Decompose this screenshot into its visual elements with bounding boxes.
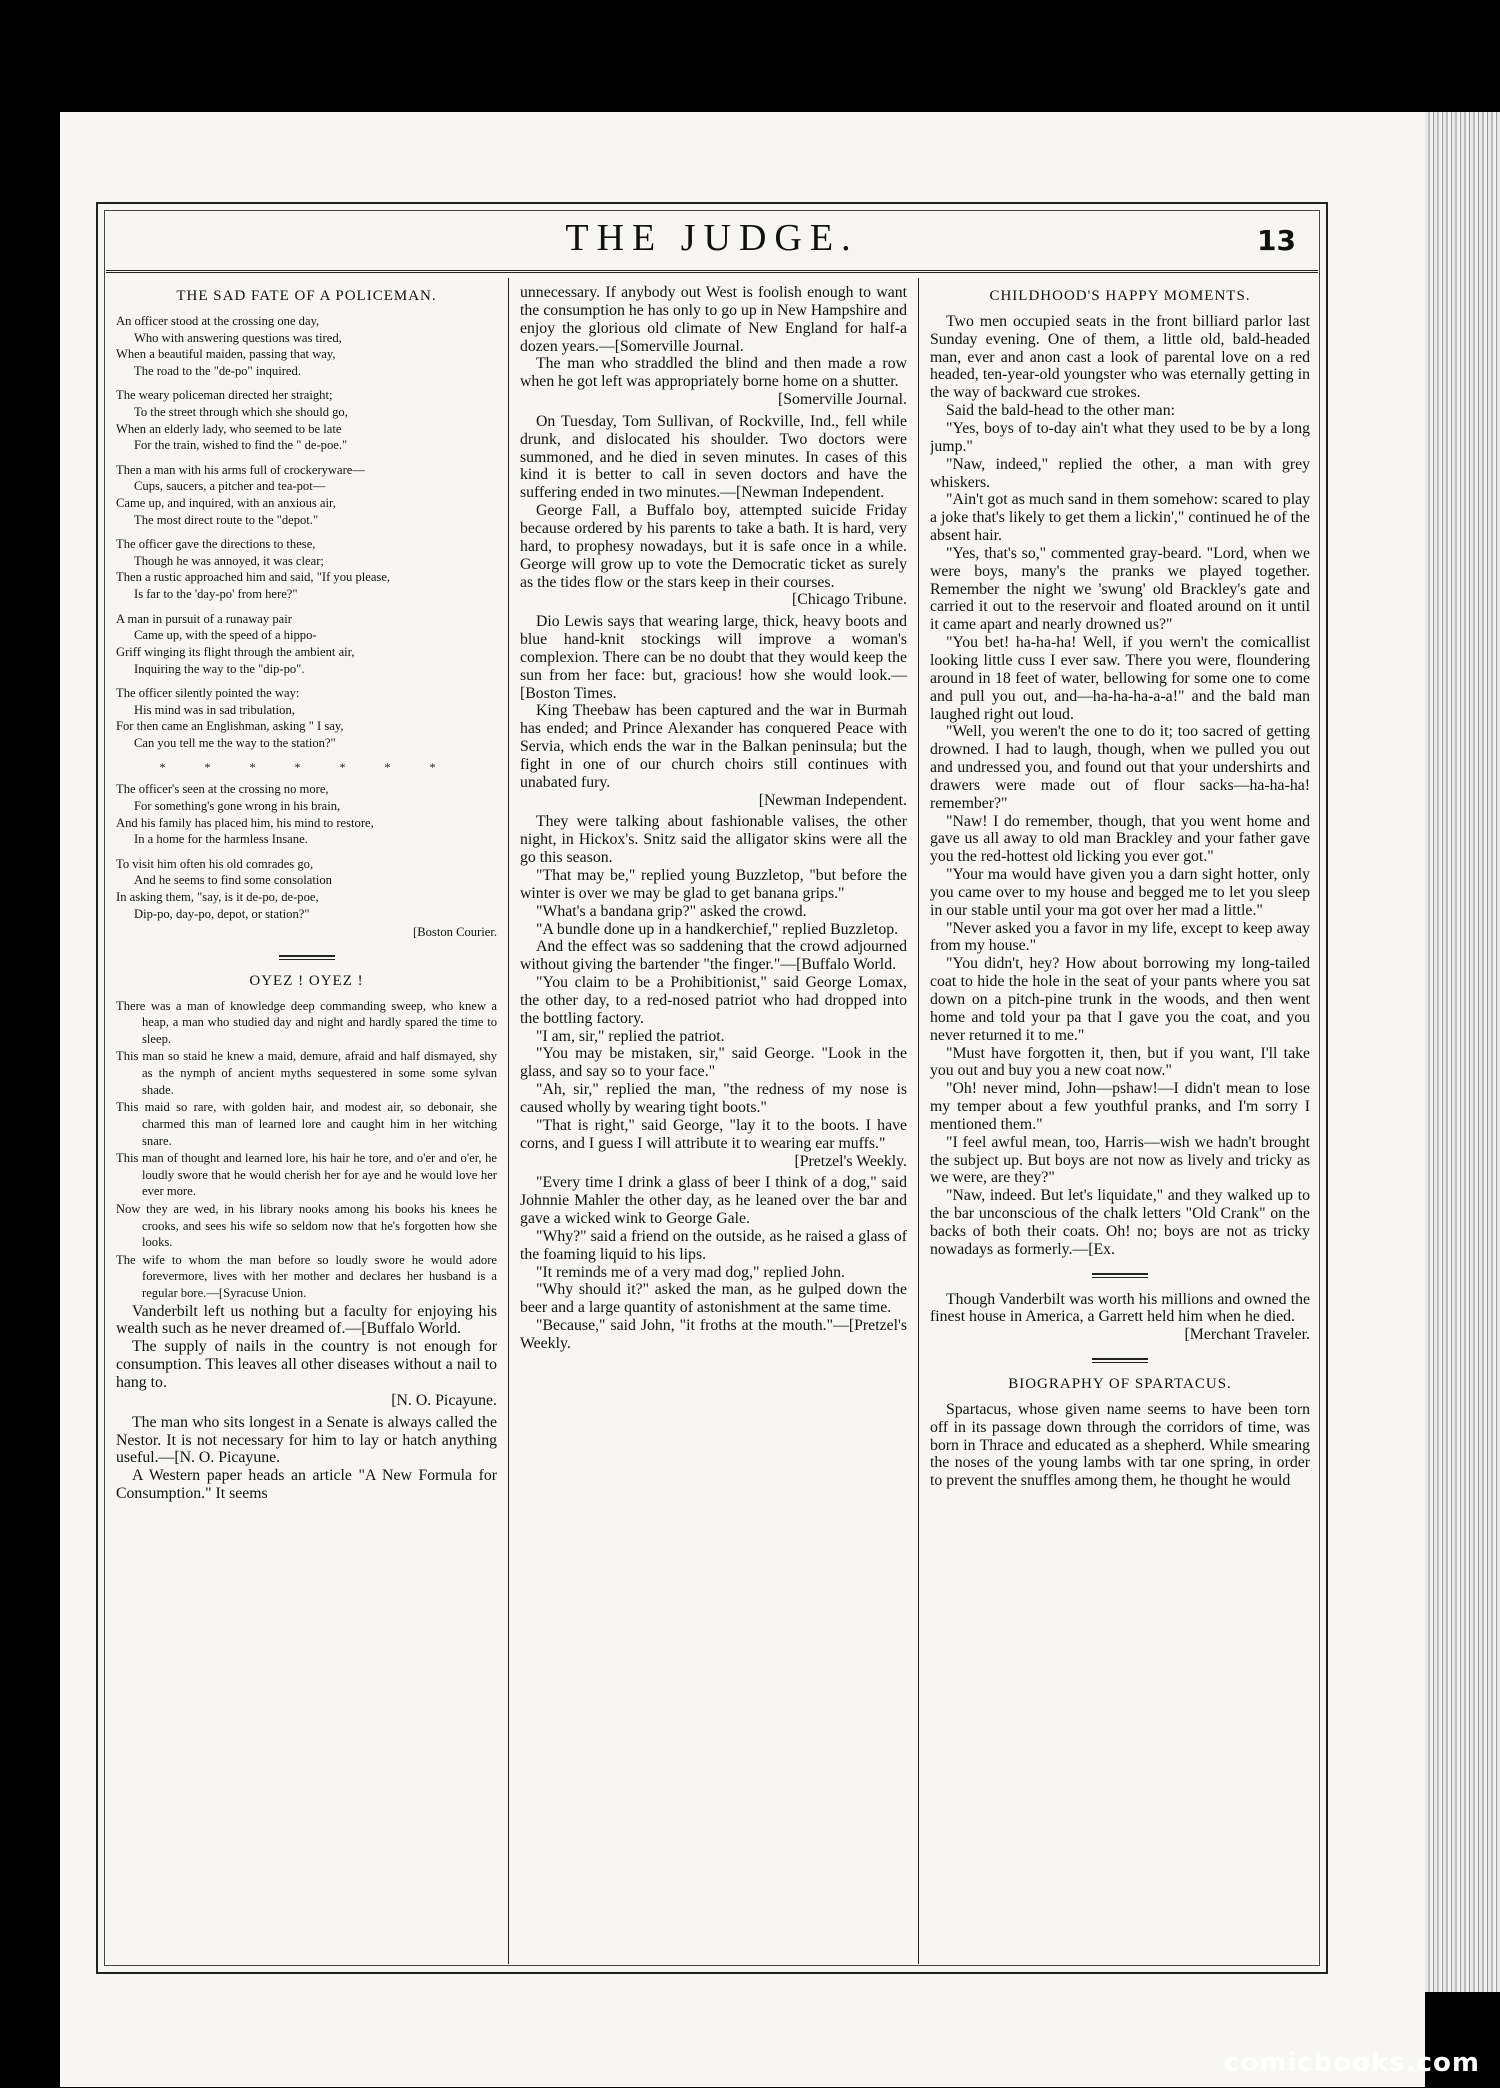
source-credit: [Chicago Tribune. bbox=[792, 591, 907, 609]
poem-line: A man in pursuit of a runaway pair bbox=[116, 611, 292, 626]
column-rule bbox=[918, 278, 919, 1964]
stanza bbox=[116, 387, 497, 453]
paragraph: "Yes, boys of to-day ain't what they used to be by a long jump." bbox=[930, 420, 1310, 455]
source-credit: [Merchant Traveler. bbox=[1184, 1326, 1310, 1344]
paragraph: "Because," said John, "it froths at the mouth."—[Pretzel's Weekly. bbox=[520, 1317, 907, 1352]
poem-verse: There was a man of knowledge deep commanding sweep, who knew a heap, a man who studied day and night and hardly spared the time to sleep. bbox=[116, 998, 497, 1046]
poem-line: Dip-po, day-po, depot, or station?" bbox=[134, 906, 310, 921]
poem-line: The officer gave the directions to these, bbox=[116, 537, 316, 552]
paragraph: The supply of nails in the country is not enough for consumption. This leaves all other diseases without a nail to hang to. bbox=[116, 1338, 497, 1391]
paragraph: "Your ma would have given you a darn sight hotter, only you came over to my house and begged me to let you sleep in our stable until your ma got over her mad a little." bbox=[930, 866, 1310, 919]
column-3 bbox=[930, 284, 1310, 1964]
poem-line: The officer silently pointed the way: bbox=[116, 686, 300, 701]
poem-line: Is far to the 'day-po' from here?" bbox=[134, 587, 298, 602]
source-credit: [Pretzel's Weekly. bbox=[794, 1152, 907, 1170]
poem-line: Who with answering questions was tired, bbox=[134, 330, 342, 345]
book-spine bbox=[1425, 112, 1500, 1992]
poem-line: His mind was in sad tribulation, bbox=[134, 702, 295, 717]
article-title: BIOGRAPHY OF SPARTACUS. bbox=[1008, 1375, 1232, 1392]
paragraph: "Naw, indeed," replied the other, a man with grey whiskers. bbox=[930, 455, 1310, 491]
paragraph: Two men occupied seats in the front billiard parlor last Sunday evening. One of them, a little old, bald-headed man, ever and anon cast a look of parental love on a red headed, ten-year-old youngster who was eternally getting in the way of backward cue strokes. bbox=[930, 312, 1310, 402]
paragraph: "Ain't got as much sand in them somehow: scared to play a joke that's likely to get them a lickin'," continued he of the absent hair. bbox=[930, 491, 1310, 545]
poem-line: For something's gone wrong in his brain, bbox=[134, 799, 341, 813]
paragraph: "Why?" said a friend on the outside, as he raised a glass of the foaming liquid to his lips. bbox=[520, 1227, 907, 1263]
paragraph: The man who straddled the blind and then made a row when he got left was appropriately borne home on a shutter. bbox=[520, 355, 907, 391]
poem-line: In asking them, "say, is it de-po, de-poe, bbox=[116, 890, 319, 905]
stanza bbox=[116, 611, 497, 677]
poem-verse: This man so staid he knew a maid, demure, afraid and half dismayed, shy as the nymph of ancient myths sequestered in some some sylvan shade. bbox=[116, 1049, 497, 1097]
poem-line: And his family has placed him, his mind to restore, bbox=[116, 815, 374, 830]
poem-line: Though he was annoyed, it was clear; bbox=[134, 553, 324, 568]
stanza bbox=[116, 462, 497, 528]
ornament-rule bbox=[930, 1265, 1310, 1283]
paragraph: Though Vanderbilt was worth his millions and owned the finest house in America, a Garrett held him when he died. bbox=[930, 1290, 1310, 1326]
column-2 bbox=[520, 284, 907, 1964]
poem-line: To visit him often his old comrades go, bbox=[116, 856, 314, 871]
source-credit: [Boston Courier. bbox=[413, 925, 497, 940]
poem-line: An officer stood at the crossing one day, bbox=[116, 313, 320, 328]
column-rule bbox=[508, 278, 509, 1964]
poem-line: Came up, and inquired, with an anxious air, bbox=[116, 496, 336, 511]
poem-line: The officer's seen at the crossing no more, bbox=[116, 782, 329, 797]
paragraph: "That may be," replied young Buzzletop, "but before the winter is over we may be glad to get banana grips." bbox=[520, 867, 907, 902]
paragraph: Dio Lewis says that wearing large, thick, heavy boots and blue hand-knit stockings will improve a woman's complexion. There can be no doubt that they would keep the sun from her face: but, gracious! how she would look.—[Boston Times. bbox=[520, 613, 907, 702]
stanza bbox=[116, 781, 497, 847]
poem-policeman bbox=[116, 313, 497, 941]
paragraph: "Never asked you a favor in my life, except to keep away from my house." bbox=[930, 919, 1310, 955]
poem-title: THE SAD FATE OF A POLICEMAN. bbox=[176, 288, 437, 304]
paragraph: "A bundle done up in a handkerchief," replied Buzzletop. bbox=[536, 920, 899, 938]
poem-line: In a home for the harmless Insane. bbox=[134, 832, 308, 847]
poem-line: The most direct route to the "depot." bbox=[134, 512, 319, 527]
poem-line: When an elderly lady, who seemed to be late bbox=[116, 421, 342, 436]
paragraph: "Oh! never mind, John—pshaw!—I didn't mean to lose my temper about a few youthful pranks, and I'm sorry I mentioned them." bbox=[930, 1080, 1310, 1133]
poem-line: The weary policeman directed her straight; bbox=[116, 388, 333, 403]
paragraph: "You bet! ha-ha-ha! Well, if you wern't the comicallist looking little cuss I ever saw. There you were, floundering around in 18 feet of water, bellowing for some one to come and pull you out, and—ha-ha-ha-a-a!" and the bald man laughed right out loud. bbox=[930, 634, 1310, 723]
paragraph: Said the bald-head to the other man: bbox=[946, 402, 1175, 420]
poem-line: Inquiring the way to the "dip-po". bbox=[134, 661, 305, 676]
paragraph: "Must have forgotten it, then, but if you want, I'll take you out and buy you a new coat now." bbox=[930, 1044, 1310, 1080]
paragraph: On Tuesday, Tom Sullivan, of Rockville, Ind., fell while drunk, and dislocated his shoulder. Two doctors were summoned, and he died in seven minutes. In cases of this kind it is better to call in seven doctors and have the suffering ended in two minutes.—[Newman Independent. bbox=[520, 412, 907, 502]
page-number: 13 bbox=[1257, 224, 1296, 257]
poem-oyez bbox=[116, 998, 497, 1302]
paragraph: "You didn't, hey? How about borrowing my long-tailed coat to hide the hole in the seat of your pants where you sat down on a pitch-pine trunk in the woods, and then went home and told your pa that I gave you the coat, and you never returned it to me." bbox=[930, 955, 1310, 1044]
poem-line: Griff winging its flight through the ambient air, bbox=[116, 644, 355, 659]
paragraph: A Western paper heads an article "A New Formula for Consumption." It seems bbox=[116, 1467, 497, 1503]
page-frame bbox=[96, 202, 1328, 1974]
stanza bbox=[116, 536, 497, 602]
poem-line: For the train, wished to find the " de-poe." bbox=[134, 438, 348, 453]
paragraph: "You may be mistaken, sir," said George. "Look in the glass, and say so to your face." bbox=[520, 1045, 907, 1081]
paragraph: The man who sits longest in a Senate is always called the Nestor. It is not necessary for him to lay or hatch anything useful.—[N. O. Picayune. bbox=[116, 1413, 497, 1467]
paragraph: "Yes, that's so," commented gray-beard. "Lord, when we were boys, many's the pranks we played together. Remember the night we 'swung' old Brackley's gate and carried it out to the reservoir and floated around on it until it came apart and nearly drowned us?" bbox=[930, 544, 1310, 634]
paragraph: unnecessary. If anybody out West is foolish enough to want the consumption he has only to go up in New Hampshire and enjoy the glorious old climate of New England for half-a dozen years.—[Somerville Journal. bbox=[520, 284, 907, 355]
paragraph: George Fall, a Buffalo boy, attempted suicide Friday because ordered by his parents to take a bath. It is hard, very hard, to prophesy nowadays, but it is safe once in a while. George will grow up to vote the Democratic ticket as surely as the tides flow or the stars keep in their courses. bbox=[520, 502, 907, 591]
poem-line: Can you tell me the way to the station?" bbox=[134, 735, 336, 750]
paragraph: They were talking about fashionable valises, the other night, in Hickox's. Snitz said the alligator skins were all the go this season. bbox=[520, 813, 907, 867]
poem-line: The road to the "de-po" inquired. bbox=[134, 363, 301, 378]
paragraph: Vanderbilt left us nothing but a faculty for enjoying his wealth such as he never dreamed of.—[Buffalo World. bbox=[116, 1302, 497, 1338]
stars-divider: * * * * * * * bbox=[159, 759, 454, 774]
paragraph: "Naw! I do remember, though, that you went home and gave us all away to old man Brackley and your father gave you the red-hottest old licking you ever got." bbox=[930, 812, 1310, 866]
poem-verse: This maid so rare, with golden hair, and modest air, so debonair, she charmed this man of learned lore and caught him in her witching snare. bbox=[116, 1100, 497, 1148]
paragraph: And the effect was so saddening that the crowd adjourned without giving the bartender "the finger."—[Buffalo World. bbox=[520, 938, 907, 974]
paragraph: "Why should it?" asked the man, as he gulped down the beer and a large quantity of astonishment at the same time. bbox=[520, 1281, 907, 1317]
source-credit: [Newman Independent. bbox=[758, 791, 907, 809]
poem-line: Came up, with the speed of a hippo- bbox=[134, 628, 317, 643]
watermark: comicbooks.com bbox=[1223, 2048, 1480, 2078]
paragraph: "Every time I drink a glass of beer I think of a dog," said Johnnie Mahler the other day, as he leaned over the bar and gave a wicked wink to George Gale. bbox=[520, 1174, 907, 1228]
poem-verse: This man of thought and learned lore, his hair he tore, and o'er and o'er, he loudly swore that he would cherish her for aye and he would love her ever more. bbox=[116, 1151, 497, 1199]
newspaper-page bbox=[60, 112, 1425, 2087]
paragraph: "You claim to be a Prohibitionist," said George Lomax, the other day, to a red-nosed patriot who had dropped into the bottling factory. bbox=[520, 974, 907, 1027]
poem-line: Then a rustic approached him and said, "If you please, bbox=[116, 570, 391, 585]
paragraph: "Well, you weren't the one to do it; too sacred of getting drowned. I had to laugh, though, when we pulled you out and undressed you, and found out that your undershirts and drawers were made out of flour sacks—ha-ha-ha! remember?" bbox=[930, 723, 1310, 812]
article-title: CHILDHOOD'S HAPPY MOMENTS. bbox=[989, 288, 1251, 304]
stanza bbox=[116, 313, 497, 379]
paragraph: "Ah, sir," replied the man, "the redness of my nose is caused wholly by wearing tight boots." bbox=[520, 1081, 907, 1116]
ornament-rule bbox=[116, 947, 497, 965]
poem-line: For then came an Englishman, asking " I say, bbox=[116, 719, 344, 734]
masthead-rule bbox=[106, 270, 1318, 275]
source-credit: [Somerville Journal. bbox=[778, 391, 907, 409]
stanza bbox=[116, 685, 497, 751]
paragraph: "Naw, indeed. But let's liquidate," and they walked up to the bar unconscious of the chalk letters "Old Crank" on the backs of both their coats. Oh! no; boys are not as tricky nowadays as formerly.—[Ex. bbox=[930, 1187, 1310, 1258]
stanza bbox=[116, 856, 497, 922]
paragraph: King Theebaw has been captured and the war in Burmah has ended; and Prince Alexander has conquered Peace with Servia, which ends the war in the Balkan peninsula; but the fight in one of our church choirs still continues with unabated fury. bbox=[520, 702, 907, 791]
poem-line: To the street through which she should go, bbox=[134, 404, 348, 419]
poem-title: OYEZ ! OYEZ ! bbox=[249, 972, 364, 989]
poem-verse: The wife to whom the man before so loudly swore he would adore forevermore, lives with her mother and declares her husband is a regular bore.—[Syracuse Union. bbox=[116, 1252, 497, 1301]
poem-line: When a beautiful maiden, passing that way, bbox=[116, 347, 336, 362]
poem-line: Then a man with his arms full of crockeryware— bbox=[116, 462, 365, 477]
poem-line: Cups, saucers, a pitcher and tea-pot— bbox=[134, 479, 326, 494]
paragraph: "I am, sir," replied the patriot. bbox=[536, 1027, 725, 1045]
paragraph: "I feel awful mean, too, Harris—wish we hadn't brought the subject up. But boys are not now as lively and tricky as we were, are they?" bbox=[930, 1133, 1310, 1187]
column-1 bbox=[116, 284, 497, 1964]
source-credit: [N. O. Picayune. bbox=[391, 1391, 497, 1409]
paragraph: Spartacus, whose given name seems to have been torn off in its passage down through the corridors of time, was born in Thrace and educated as a shepherd. While smearing the noses of the young lambs with tar one spring, in order to prevent the snuffles among them, he thought he would bbox=[930, 1400, 1310, 1490]
poem-verse: Now they are wed, in his library nooks among his books his knees he crooks, and sees his wife so seldom now that he's forgotten how she looks. bbox=[116, 1201, 497, 1250]
ornament-rule bbox=[930, 1350, 1310, 1368]
paragraph: "That is right," said George, "lay it to the boots. I have corns, and I guess I will attribute it to wearing ear muffs." bbox=[520, 1116, 907, 1152]
masthead-title: THE JUDGE. bbox=[565, 217, 859, 259]
paragraph: "What's a bandana grip?" asked the crowd. bbox=[536, 902, 807, 920]
paragraph: "It reminds me of a very mad dog," replied John. bbox=[536, 1263, 846, 1281]
poem-line: And he seems to find some consolation bbox=[134, 873, 332, 888]
